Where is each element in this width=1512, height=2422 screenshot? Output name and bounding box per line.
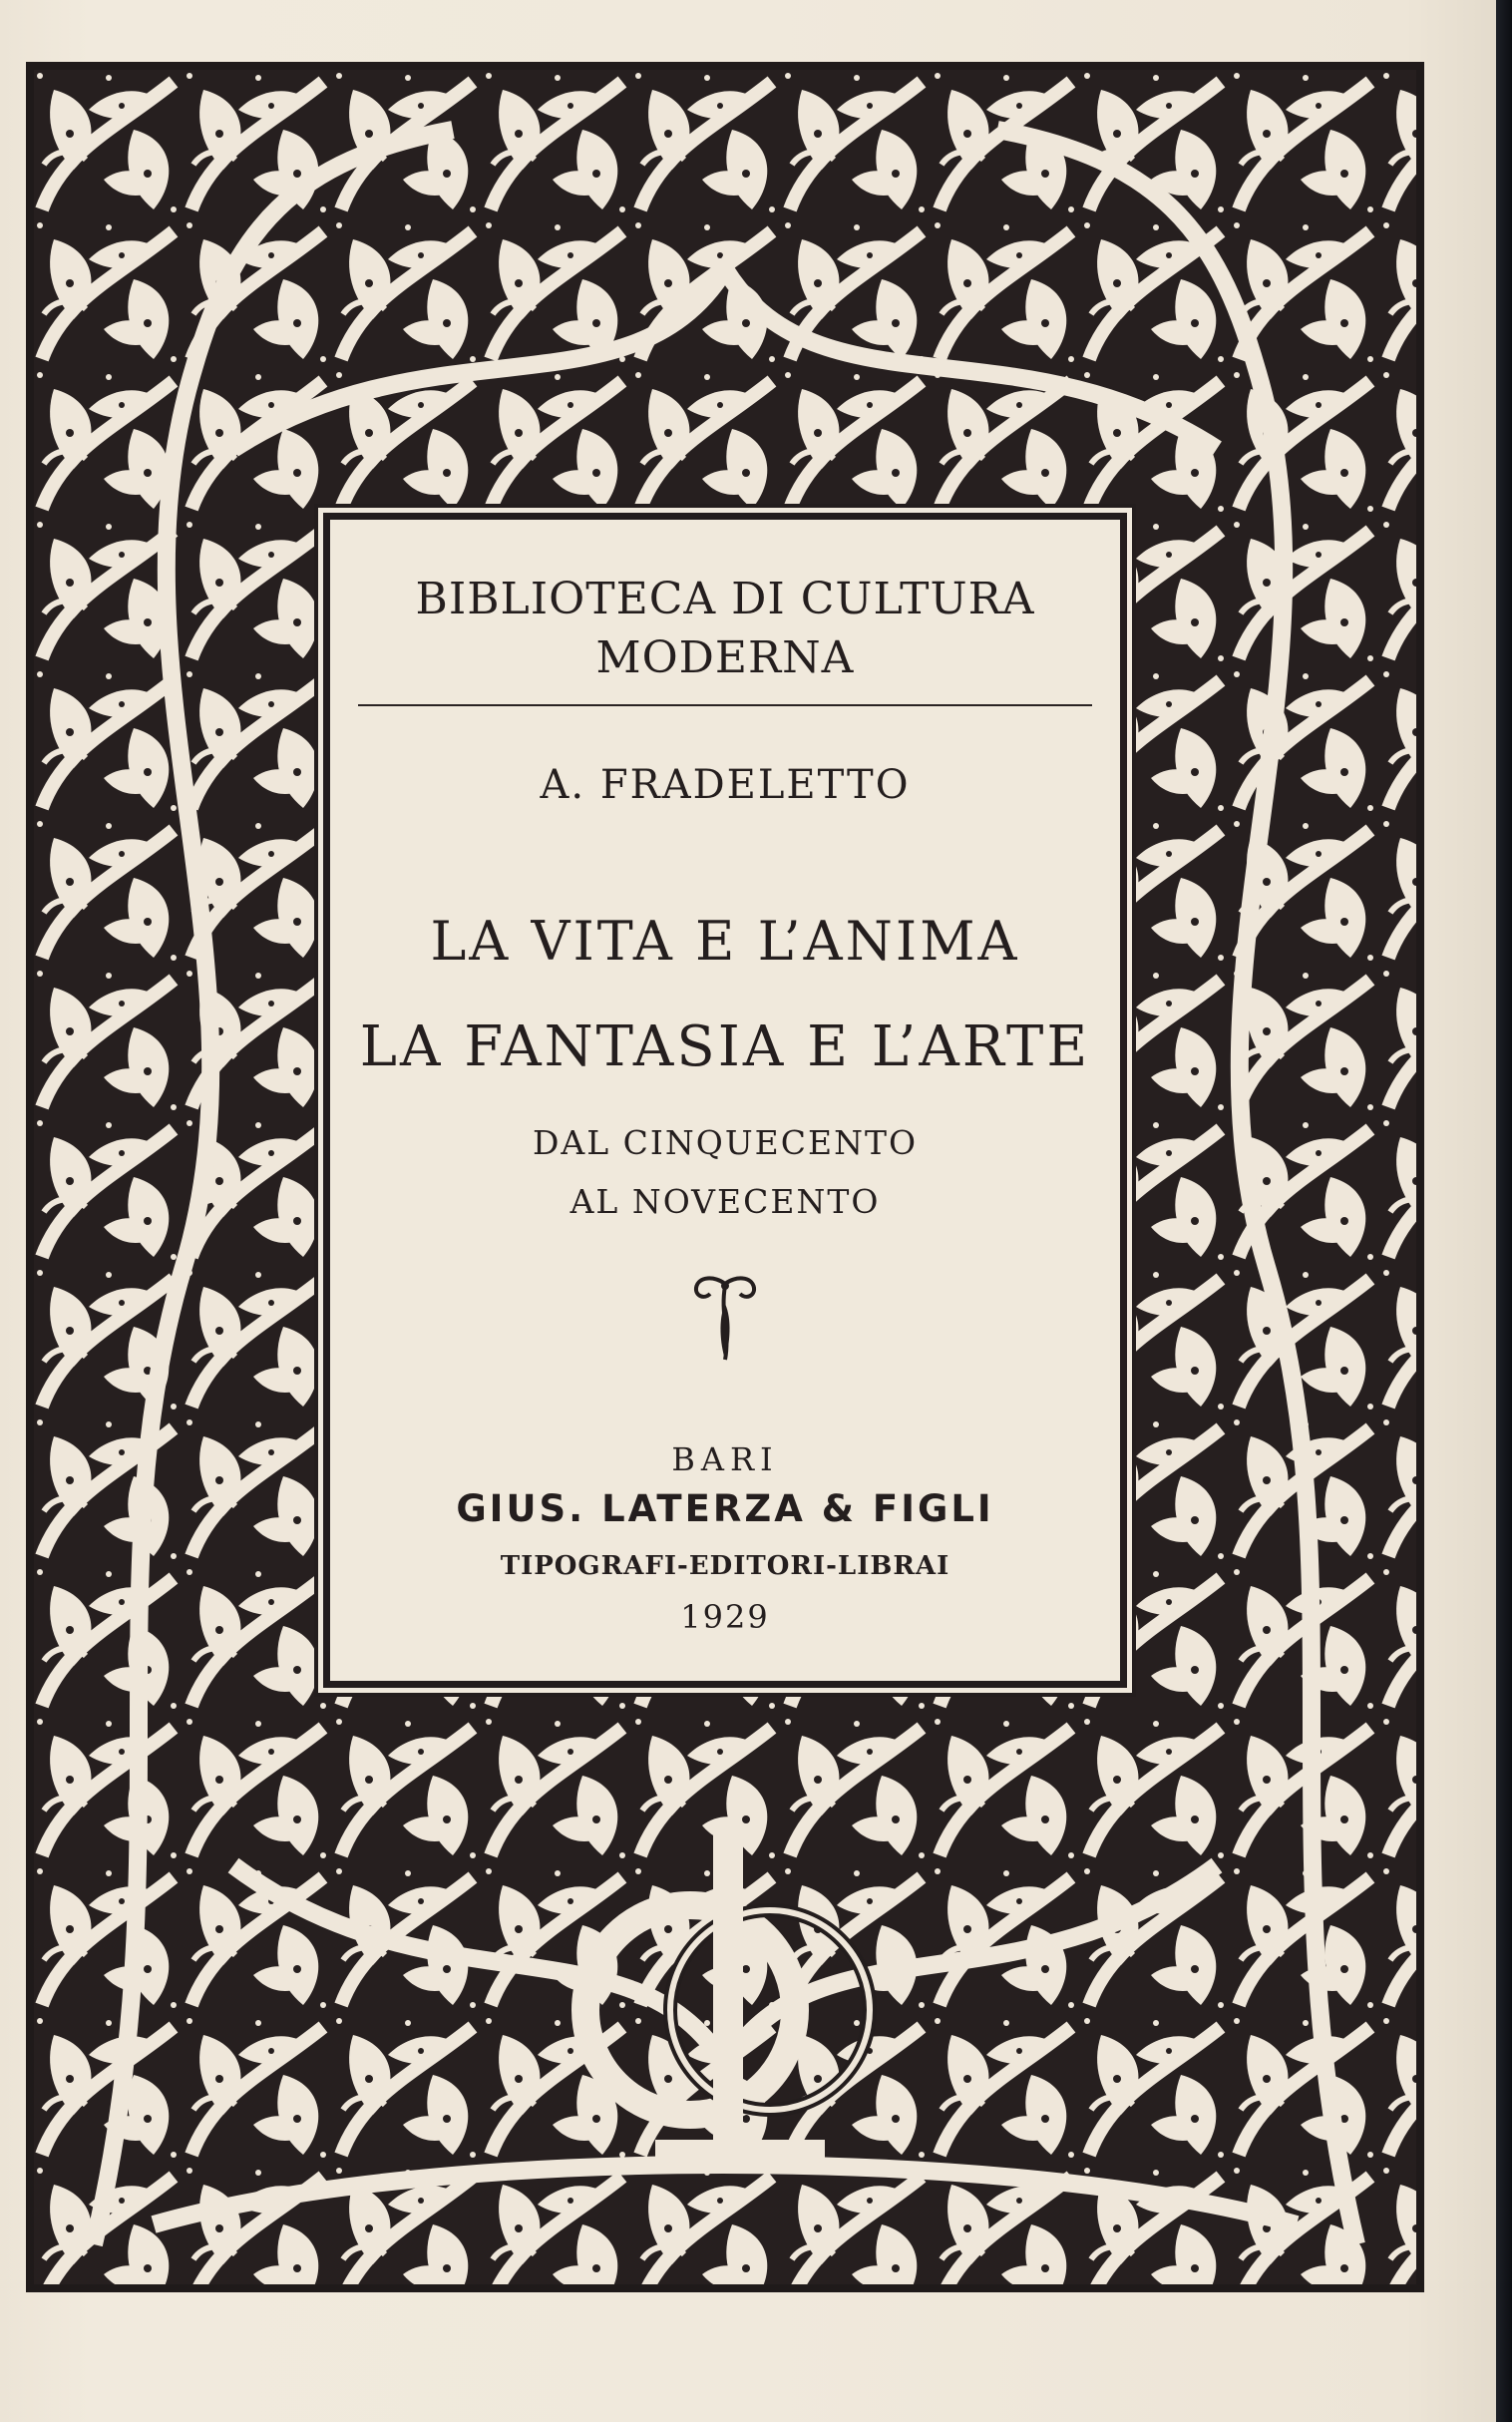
- book-title-line2: LA FANTASIA E L’ARTE: [359, 1014, 1091, 1079]
- subtitle-line1: DAL CINQUECENTO: [532, 1123, 919, 1162]
- book-title-line1: LA VITA E L’ANIMA: [430, 910, 1020, 973]
- divider-rule: [358, 704, 1092, 706]
- publication-city: BARI: [671, 1440, 779, 1478]
- publisher-name: GIUS. LATERZA & FIGLI: [456, 1487, 994, 1530]
- fleuron-ornament-icon: [690, 1274, 760, 1364]
- series-title-line1: BIBLIOTECA DI CULTURA: [415, 574, 1035, 624]
- publisher-trades: TIPOGRAFI-EDITORI-LIBRAI: [500, 1551, 950, 1581]
- title-panel: [323, 513, 1127, 1688]
- subtitle-line2: AL NOVECENTO: [569, 1182, 881, 1221]
- author-name: A. FRADELETTO: [540, 762, 911, 808]
- page-edge-shadow: [1496, 0, 1512, 2422]
- publication-year: 1929: [680, 1598, 770, 1636]
- series-title-line2: MODERNA: [595, 632, 855, 683]
